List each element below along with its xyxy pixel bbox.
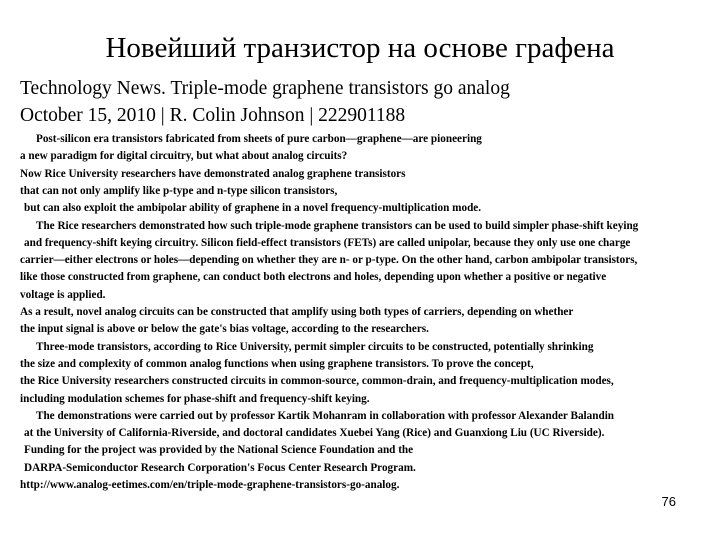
body-line: Now Rice University researchers have demonstrated analog graphene transistors [20,167,406,180]
body-line: including modulation schemes for phase-shift and frequency-shift keying. [20,392,370,405]
body-line: carrier—either electrons or holes—depending on whether they are n- or p-type. On the other hand, carbon ambipolar transistors, [20,254,638,267]
body-line: the size and complexity of common analog functions when using graphene transistors. To prove the concept, [20,357,534,370]
body-line: that can not only amplify like p-type and n-type silicon transistors, [20,184,338,197]
body-line: As a result, novel analog circuits can be constructed that amplify using both types of carriers, depending on whether [20,306,574,318]
body-line: and frequency-shift keying circuitry. Silicon field-effect transistors (FETs) are called unipolar, because they only use one charge [24,236,631,249]
body-line: Post-silicon era transistors fabricated from sheets of pure carbon—graphene—are pioneering [36,133,482,145]
body-line: Three-mode transistors, according to Rice University, permit simpler circuits to be constructed, potentially shrinking [36,340,594,353]
body-line: DARPA-Semiconductor Research Corporation's Focus Center Research Program. [24,461,416,474]
body-line: voltage is applied. [20,288,106,301]
body-line: The Rice researchers demonstrated how such triple-mode graphene transistors can be used to build simpler phase-shift keying [36,219,639,232]
body-line: a new paradigm for digital circuitry, but what about analog circuits? [20,150,348,163]
body-line: but can also exploit the ambipolar ability of graphene in a novel frequency-multiplication mode. [24,202,482,215]
byline: October 15, 2010 | R. Colin Johnson | 222901188 [20,105,406,126]
body-line: like those constructed from graphene, can conduct both electrons and holes, depending upon whether a positive or negative [20,271,607,284]
body-line: Funding for the project was provided by the National Science Foundation and the [24,444,414,457]
source-url[interactable]: http://www.analog-eetimes.com/en/triple-mode-graphene-transistors-go-analog. [20,479,400,491]
body-line: at the University of California-Riverside, and doctoral candidates Xuebei Yang (Rice) and Guanxiong Liu (UC Riverside). [24,427,605,440]
body-line: The demonstrations were carried out by professor Kartik Mohanram in collaboration with professor Alexander Balandin [36,409,615,422]
body-line: the Rice University researchers constructed circuits in common-source, common-drain, and frequency-multiplication modes, [20,375,614,388]
body-line: the input signal is above or below the gate's bias voltage, according to the researchers. [20,323,429,336]
page-number: 76 [661,494,676,509]
slide-title: Новейший транзистор на основе графена [105,32,615,64]
source-line: Technology News. Triple-mode graphene transistors go analog [20,78,510,99]
